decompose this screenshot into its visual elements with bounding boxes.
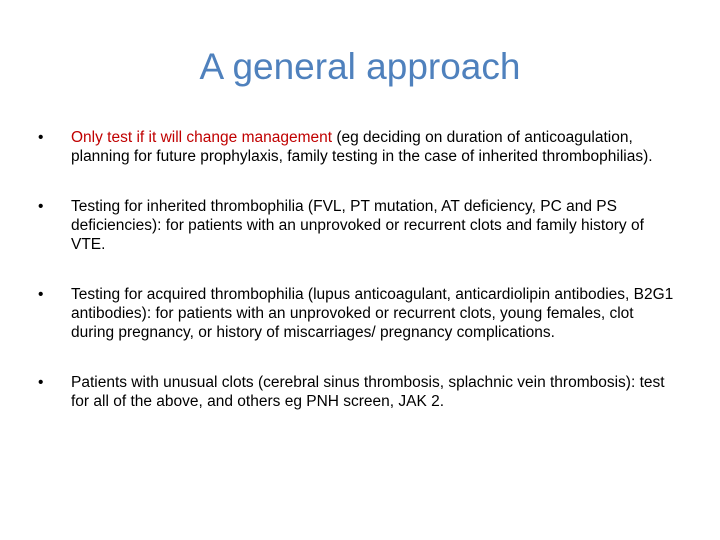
bullet-dot-icon: •	[38, 129, 44, 146]
bullet-text: Testing for acquired thrombophilia (lupus anticoagulant, anticardiolipin antibodies, B2G1 antibodies): for patients with an unprovoked or recurrent clots, young females, clot during pregnancy, or history of miscarriages/ pregnancy complications.	[71, 286, 674, 341]
bullet-dot-icon: •	[38, 374, 44, 391]
bullet-highlight-text: Only test if it will change management	[71, 129, 333, 146]
slide-title: A general approach	[199, 46, 521, 87]
bullet-text: Patients with unusual clots (cerebral sinus thrombosis, splachnic vein thrombosis): test for all of the above, and others eg PNH screen, JAK 2.	[71, 374, 665, 410]
bullet-list	[38, 128, 678, 442]
bullet-text: (eg deciding on duration of anticoagulation, planning for future prophylaxis, family testing in the case of inherited thrombophilias).	[71, 129, 653, 165]
bullet-item-inherited-thrombophilia	[38, 197, 678, 254]
bullet-text: Testing for inherited thrombophilia (FVL, PT mutation, AT deficiency, PC and PS deficiencies): for patients with an unprovoked or recurrent clots and family history of VTE.	[71, 198, 644, 253]
bullet-item-unusual-clots	[38, 373, 678, 411]
bullet-dot-icon: •	[38, 198, 44, 215]
bullet-item-acquired-thrombophilia	[38, 285, 678, 342]
bullet-dot-icon: •	[38, 286, 44, 303]
bullet-item-management	[38, 128, 678, 166]
